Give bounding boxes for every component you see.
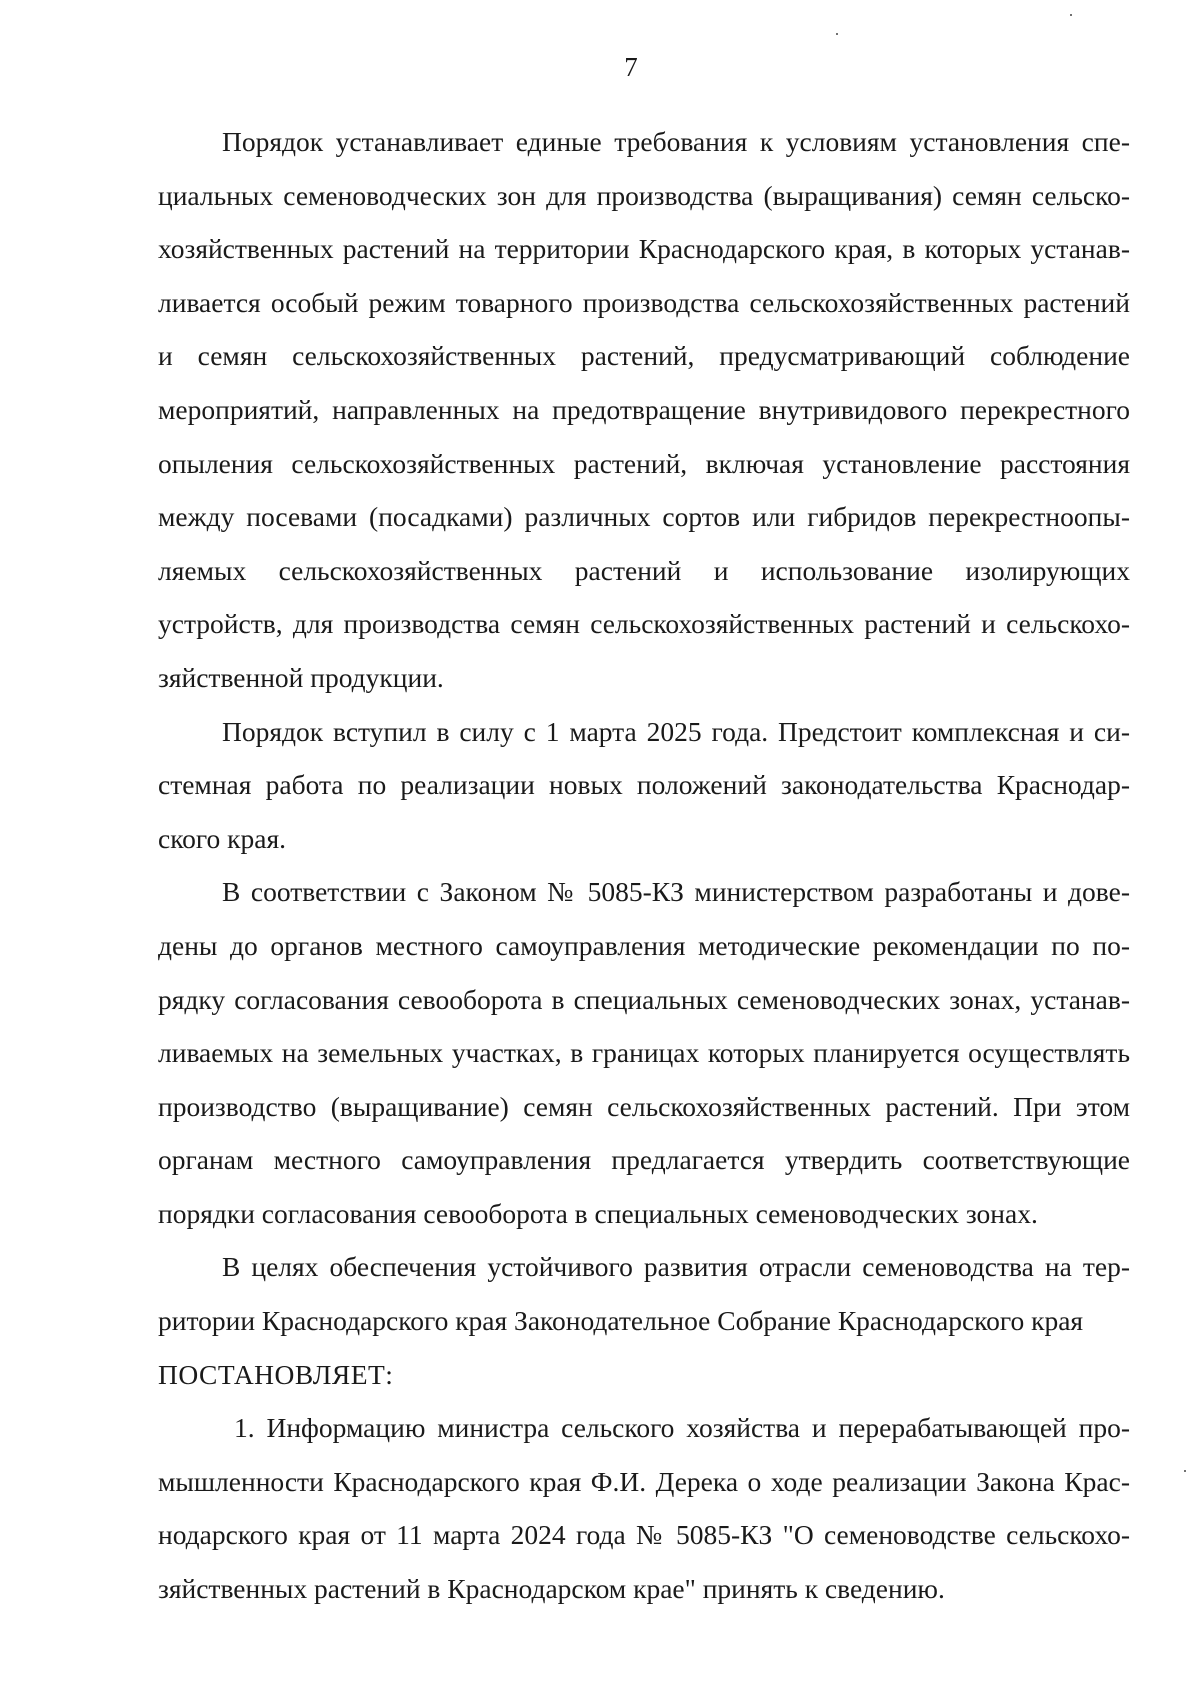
paragraph-procedure-requirements: Порядок устанавливает единые требования к условиям установления специальных семеноводческих зон для производства (выращивания) семян сельскохозяйственных растений на территории Краснодарского края, в которых устанавливается особый режим товарного производства сельскохозяйственных растений и семян сельскохозяйственных растений, предусматривающий соблюдение мероприятий, направленных на предотвращение внутривидового перекрестного опыления сельскохозяйственных растений, включая установление расстояния между посевами (посадками) различных сортов или гибридов перекрестноопыляемых сельскохозяйственных растений и использование изолирующих устройств, для производства семян сельскохозяйственных растений и сельскохозяйственной продукции. [158,126,1130,693]
paragraph-sustainable-development: В целях обеспечения устойчивого развития отрасли семеноводства на территории Краснодарского края Законодательное Собрание Краснодарского края [158,1251,1130,1337]
scan-speck [1184,1470,1186,1472]
page-number: 7 [624,52,638,82]
scan-speck [1070,14,1072,16]
scan-speck [836,33,838,35]
resolution-heading: ПОСТАНОВЛЯЕТ: [158,1358,394,1390]
paragraph-methodical-recommendations: В соответствии с Законом № 5085-КЗ министерством разработаны и доведены до органов местного самоуправления методические рекомендации по порядку согласования севооборота в специальных семеноводческих зонах, устанавливаемых на земельных участках, в границах которых планируется осуществлять производство (выращивание) семян сельскохозяйственных растений. При этом органам местного самоуправления предлагается утвердить соответствующие порядки согласования севооборота в специальных семеноводческих зонах. [158,876,1130,1229]
document-body [158,115,1130,1616]
paragraph-procedure-effective-date: Порядок вступил в силу с 1 марта 2025 года. Предстоит комплексная и системная работа по реализации новых положений законодательства Краснодарского края. [158,715,1130,854]
resolution-item-1: 1. Информацию министра сельского хозяйства и перерабатывающей промышленности Краснодарского края Ф.И. Дерека о ходе реализации Закона Краснодарского края от 11 марта 2024 года № 5085-КЗ "О семеноводстве сельскохозяйственных растений в Краснодарском крае" принять к сведению. [158,1412,1130,1605]
